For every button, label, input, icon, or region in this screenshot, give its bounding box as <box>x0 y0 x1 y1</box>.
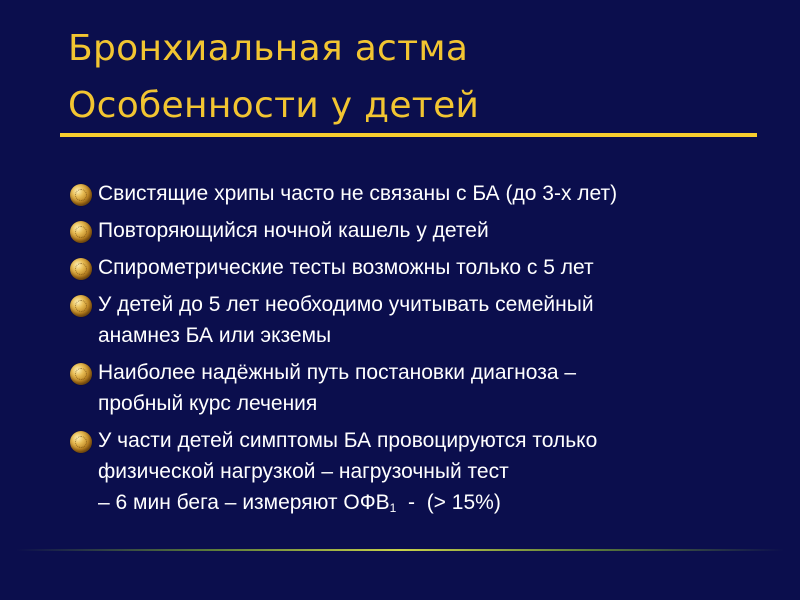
gold-coin-bullet-icon <box>70 431 92 453</box>
bullet-item-1 <box>68 178 768 209</box>
bullet-list <box>68 178 768 530</box>
gold-coin-bullet-icon <box>70 221 92 243</box>
bullet-text: – 6 мин бега – измеряют ОФВ <box>98 491 390 514</box>
gold-coin-bullet-icon <box>70 363 92 385</box>
bottom-divider <box>16 549 784 551</box>
bullet-text-tail: - (> 15%) <box>396 491 501 514</box>
bullet-text: Спирометрические тесты возможны только с 5 лет <box>98 256 594 279</box>
gold-coin-bullet-icon <box>70 184 92 206</box>
gold-coin-bullet-icon <box>70 258 92 280</box>
subscript: 1 <box>389 501 397 515</box>
bullet-item-3 <box>68 252 768 283</box>
bullet-item-5 <box>68 357 768 419</box>
bullet-text: Наиболее надёжный путь постановки диагноза – <box>98 361 577 384</box>
bullet-text: физической нагрузкой – нагрузочный тест <box>98 460 509 483</box>
slide-title-line-2: Особенности у детей <box>68 85 480 126</box>
title-underline <box>60 133 757 137</box>
bullet-text: анамнез БА или экземы <box>98 324 332 347</box>
bullet-text: У детей до 5 лет необходимо учитывать семейный <box>98 293 594 316</box>
bullet-text: пробный курс лечения <box>98 392 318 415</box>
gold-coin-bullet-icon <box>70 295 92 317</box>
bullet-text: Свистящие хрипы часто не связаны с БА (до 3-х лет) <box>98 182 618 205</box>
slide-title <box>68 20 479 134</box>
bullet-item-4 <box>68 289 768 351</box>
bullet-text-with-subscript <box>98 487 768 524</box>
bullet-text: Повторяющийся ночной кашель у детей <box>98 219 489 242</box>
bullet-item-6 <box>68 425 768 524</box>
bullet-item-2 <box>68 215 768 246</box>
slide-title-line-1: Бронхиальная астма <box>68 28 469 69</box>
bullet-text: У части детей симптомы БА провоцируются только <box>98 429 598 452</box>
